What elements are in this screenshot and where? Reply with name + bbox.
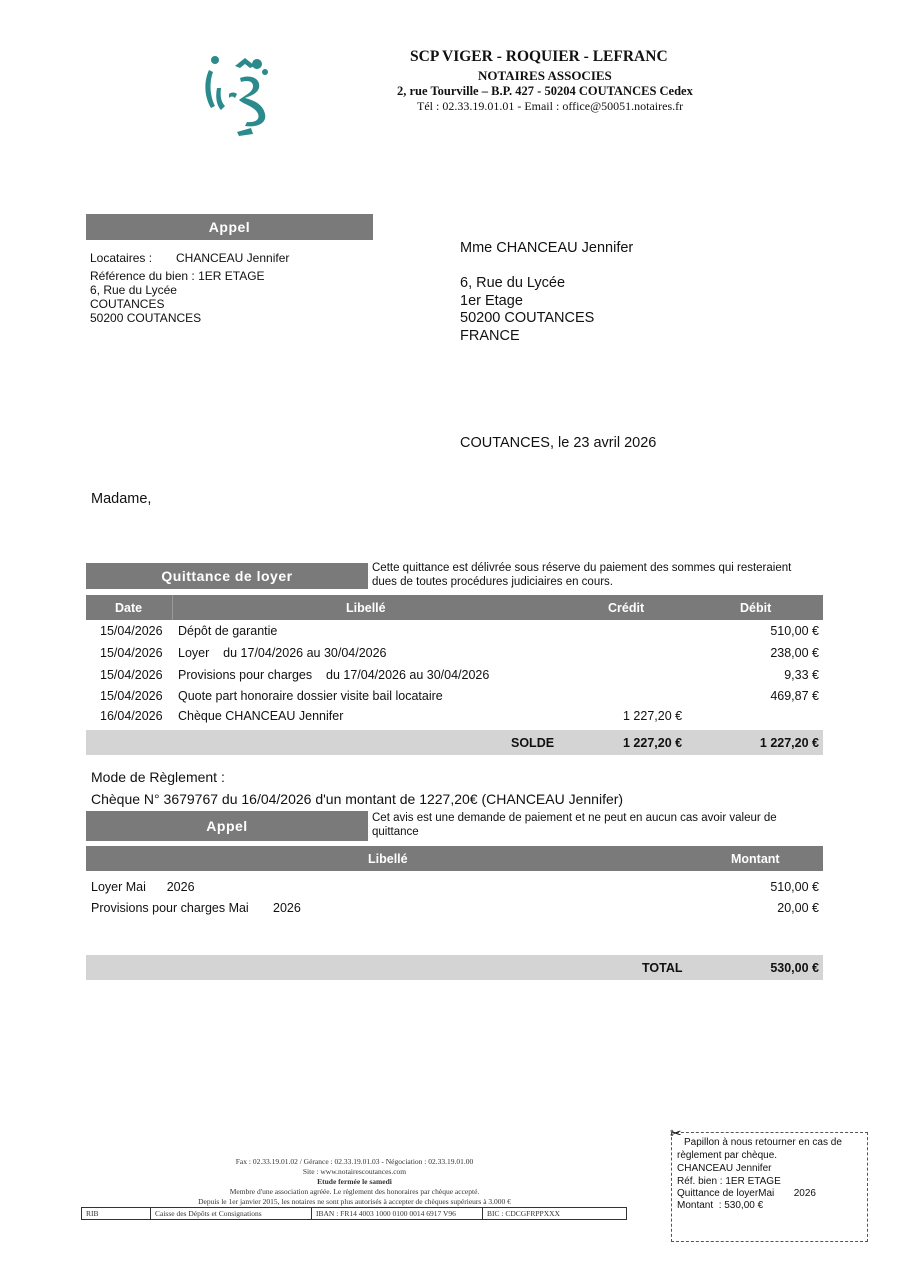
firm-name: SCP VIGER - ROQUIER - LEFRANC <box>410 48 668 65</box>
row-date: 15/04/2026 <box>100 668 163 682</box>
firm-address: 2, rue Tourville – B.P. 427 - 50204 COUTANCES Cedex <box>397 84 693 98</box>
recipient-name: Mme CHANCEAU Jennifer <box>460 240 634 256</box>
appel-section-bar: Appel <box>86 811 368 841</box>
locataires-label: Locataires : <box>90 251 153 265</box>
rib-label: RIB <box>82 1208 151 1219</box>
locataires-value: CHANCEAU Jennifer <box>176 251 290 265</box>
table-row <box>86 621 823 642</box>
total-value: 530,00 € <box>770 961 819 975</box>
recipient-line-3: 50200 COUTANCES <box>460 310 595 326</box>
reglement-detail: Chèque N° 3679767 du 16/04/2026 d'un montant de 1227,20€ (CHANCEAU Jennifer) <box>91 791 624 807</box>
footer-line-1: Fax : 02.33.19.01.02 / Gérance : 02.33.19.01.03 - Négociation : 02.33.19.01.00 <box>235 1157 474 1166</box>
firm-logo <box>195 48 290 138</box>
total-row <box>86 955 823 980</box>
rib-table <box>81 1207 627 1220</box>
salutation: Madame, <box>91 491 152 507</box>
row-libelle: Quote part honoraire dossier visite bail locataire <box>178 689 443 703</box>
row-libelle: Loyer Mai 2026 <box>91 880 195 894</box>
property-address-1: 6, Rue du Lycée <box>90 283 177 297</box>
property-address-3: 50200 COUTANCES <box>90 311 202 325</box>
row-date: 16/04/2026 <box>100 709 163 723</box>
row-libelle: Provisions pour charges Mai 2026 <box>91 901 301 915</box>
firm-contact: Tél : 02.33.19.01.01 - Email : office@50051.notaires.fr <box>417 99 684 113</box>
reglement-label: Mode de Règlement : <box>91 769 225 785</box>
rib-bic: BIC : CDCGFRPPXXX <box>487 1209 560 1218</box>
coupon-line-3: CHANCEAU Jennifer <box>677 1163 772 1174</box>
appel-table-header <box>86 846 823 871</box>
row-date: 15/04/2026 <box>100 646 163 660</box>
col-debit-header: Débit <box>740 601 772 615</box>
firm-subtitle: NOTAIRES ASSOCIES <box>478 68 612 83</box>
recipient-line-1: 6, Rue du Lycée <box>460 275 566 291</box>
quittance-header-bar: Quittance de loyer <box>86 563 368 589</box>
coupon-line-4: Réf. bien : 1ER ETAGE <box>677 1176 781 1187</box>
row-debit: 238,00 € <box>770 646 819 660</box>
table-row <box>86 643 823 664</box>
table-row <box>86 877 823 898</box>
coupon-line-1: Papillon à nous retourner en cas de <box>684 1137 842 1148</box>
property-address-2: COUTANCES <box>90 297 165 311</box>
row-date: 15/04/2026 <box>100 689 163 703</box>
row-montant: 510,00 € <box>770 880 819 894</box>
row-credit: 1 227,20 € <box>623 709 683 723</box>
col-libelle-header: Libellé <box>346 601 386 615</box>
rib-bank: Caisse des Dépôts et Consignations <box>151 1208 312 1219</box>
quittance-table-header <box>86 595 823 620</box>
table-row <box>86 898 823 919</box>
coupon-line-6: Montant : 530,00 € <box>677 1200 764 1211</box>
total-label: TOTAL <box>642 961 683 975</box>
footer-line-4: Membre d'une association agréée. Le règlement des honoraires par chèque accepté. <box>229 1187 480 1196</box>
recipient-line-2: 1er Etage <box>460 293 523 309</box>
reference-line: Référence du bien : 1ER ETAGE <box>90 269 265 283</box>
coupon-line-5: Quittance de loyerMai 2026 <box>677 1188 816 1199</box>
rib-iban: IBAN : FR14 4003 1000 0100 0014 6917 V96 <box>312 1208 483 1219</box>
table-row <box>86 706 823 727</box>
recipient-line-4: FRANCE <box>460 328 520 344</box>
solde-label: SOLDE <box>511 736 555 750</box>
row-debit: 469,87 € <box>770 689 819 703</box>
footer-line-5: Depuis le 1er janvier 2015, les notaires ne sont plus autorisés à accepter de chèques supérieurs à 3.000 € <box>198 1197 511 1206</box>
col-libelle-header: Libellé <box>368 852 408 866</box>
header-divider <box>172 595 173 620</box>
col-date-header: Date <box>115 601 143 615</box>
row-montant: 20,00 € <box>777 901 819 915</box>
scissors-icon: ✂ <box>670 1125 682 1141</box>
appel-header-bar: Appel <box>86 214 373 240</box>
payment-coupon <box>670 1125 868 1242</box>
solde-row <box>86 730 823 755</box>
coupon-line-2: règlement par chèque. <box>677 1150 778 1161</box>
row-debit: 510,00 € <box>770 624 819 638</box>
table-row <box>86 686 823 707</box>
row-debit: 9,33 € <box>784 668 819 682</box>
quittance-note: Cette quittance est délivrée sous réserve du paiement des sommes qui resteraient dues de toutes procédures judiciaires en cours. <box>372 562 792 588</box>
row-libelle: Chèque CHANCEAU Jennifer <box>178 709 344 723</box>
col-credit-header: Crédit <box>608 601 645 615</box>
row-date: 15/04/2026 <box>100 624 163 638</box>
row-libelle: Provisions pour charges du 17/04/2026 au 30/04/2026 <box>178 668 490 682</box>
footer-line-3: Etude fermée le samedi <box>317 1177 392 1186</box>
row-libelle: Dépôt de garantie <box>178 624 278 638</box>
footer-line-2: Site : www.notairescoutances.com <box>302 1167 407 1176</box>
row-libelle: Loyer du 17/04/2026 au 30/04/2026 <box>178 646 387 660</box>
table-row <box>86 665 823 686</box>
date-line: COUTANCES, le 23 avril 2026 <box>460 435 657 451</box>
appel-note: Cet avis est une demande de paiement et ne peut en aucun cas avoir valeur de quittance <box>372 812 777 838</box>
col-montant-header: Montant <box>731 852 780 866</box>
solde-credit: 1 227,20 € <box>623 736 683 750</box>
solde-debit: 1 227,20 € <box>759 736 819 750</box>
